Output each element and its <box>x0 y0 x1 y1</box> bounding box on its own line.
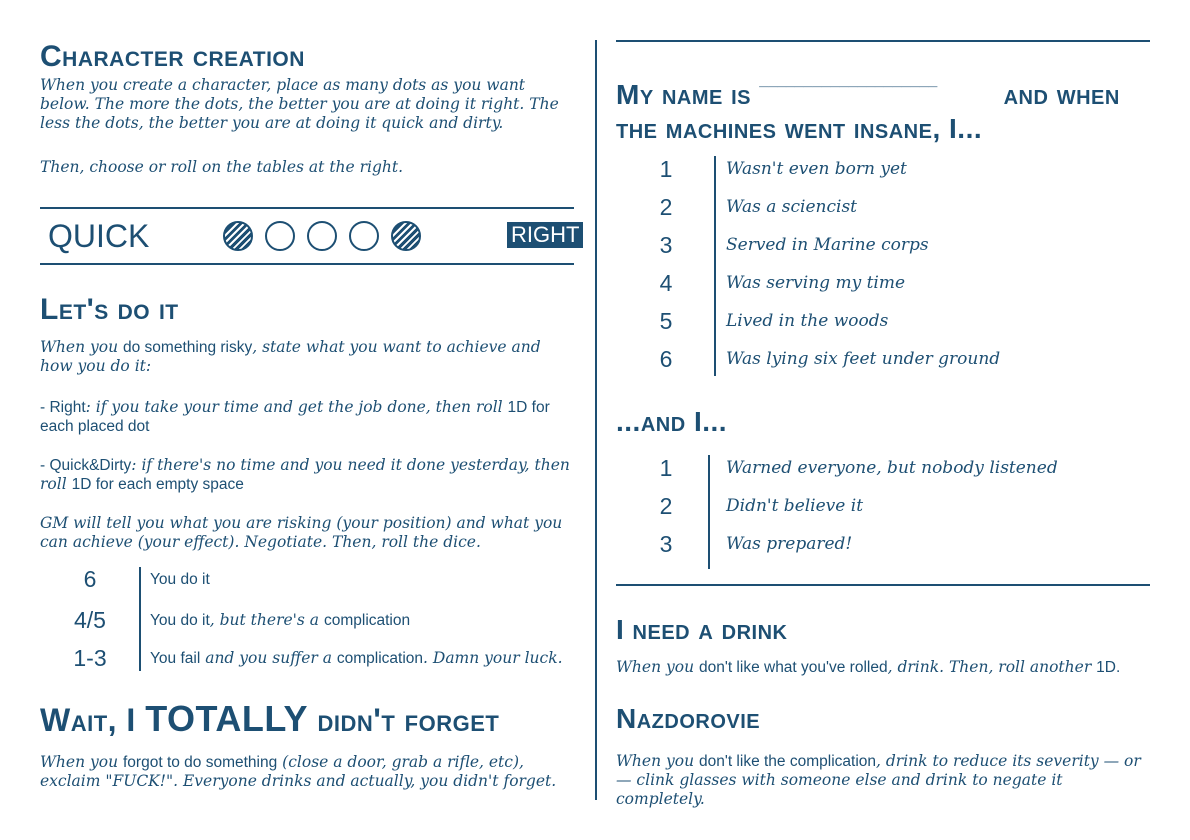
origin-text-1: Wasn't even born yet <box>726 159 907 179</box>
right-middle-rule <box>616 584 1150 586</box>
nazdorovie-text: When you don't like the complication, drink to reduce its severity — or — clink glasses with someone else and drink to negate it completely. <box>616 752 1141 808</box>
drink-title: I need a drink <box>616 614 788 645</box>
wait-totally-text: When you forgot to do something (close a door, grab a rifle, etc), exclaim "FUCK!". Everyone drinks and actually, you didn't forget. <box>40 753 557 790</box>
result-roll-4-5: 4/5 <box>74 607 106 633</box>
reaction-text-1: Warned everyone, but nobody listened <box>726 458 1058 478</box>
my-name-title: My name is ____________________ and when the machines went insane, I... <box>616 64 1150 146</box>
result-text-4-5: You do it, but there's a complication <box>150 611 411 629</box>
right-approach-text: - Right: if you take your time and get the job done, then roll 1D for each placed dot <box>40 398 550 435</box>
nazdorovie-title: Nazdorovie <box>616 703 761 734</box>
origin-num-1: 1 <box>659 156 673 182</box>
origin-num-6: 6 <box>659 346 673 372</box>
result-roll-6: 6 <box>83 566 97 592</box>
lets-do-it-intro: When you do something risky, state what you want to achieve and how you do it: <box>40 338 541 375</box>
skill-dot-1[interactable] <box>223 221 253 251</box>
origin-num-4: 4 <box>659 270 673 296</box>
skill-dot-5[interactable] <box>391 221 421 251</box>
origin-text-6: Was lying six feet under ground <box>726 349 1001 369</box>
lets-do-it-title: Let's do it <box>40 293 179 326</box>
results-bracket <box>139 567 141 671</box>
origin-num-2: 2 <box>659 194 673 220</box>
reaction-bracket <box>708 455 710 569</box>
result-text-1-3: You fail and you suffer a complication. Damn your luck. <box>150 649 563 667</box>
name-blank[interactable]: ____________________ <box>759 72 938 89</box>
drink-text: When you don't like what you've rolled, drink. Then, roll another 1D. <box>616 658 1121 676</box>
origin-num-3: 3 <box>659 232 673 258</box>
origin-bracket <box>714 156 716 376</box>
and-i-title: ...and I... <box>616 406 728 437</box>
reaction-num-2: 2 <box>659 493 673 519</box>
reaction-text-3: Was prepared! <box>726 534 853 554</box>
character-creation-hint: Then, choose or roll on the tables at the right. <box>40 158 404 176</box>
wait-totally-title: Wait, I TOTALLY didn't forget <box>40 698 500 739</box>
origin-text-4: Was serving my time <box>726 273 906 293</box>
character-creation-text: When you create a character, place as many dots as you want below. The more the dots, the better you are at doing it right. The less the dots, the better you are at doing it quick and dirty. <box>40 76 559 132</box>
skill-dot-4[interactable] <box>349 221 379 251</box>
origin-text-2: Was a sciencist <box>726 197 858 217</box>
tracker-top-rule <box>40 207 574 209</box>
skill-dot-3[interactable] <box>307 221 337 251</box>
right-label: RIGHT <box>507 222 583 248</box>
origin-num-5: 5 <box>659 308 673 334</box>
reaction-num-1: 1 <box>659 455 673 481</box>
tracker-bottom-rule <box>40 263 574 265</box>
column-divider <box>595 40 597 800</box>
gm-negotiation-text: GM will tell you what you are risking (your position) and what you can achieve (your effect). Negotiate. Then, roll the dice. <box>40 514 563 551</box>
right-top-rule <box>616 40 1150 42</box>
origin-text-3: Served in Marine corps <box>726 235 929 255</box>
skill-dot-2[interactable] <box>265 221 295 251</box>
reaction-num-3: 3 <box>659 531 673 557</box>
quick-label: QUICK <box>48 218 150 254</box>
character-creation-title: Character creation <box>40 40 305 73</box>
quick-approach-text: - Quick&Dirty: if there's no time and you need it done yesterday, then roll 1D for each empty space <box>40 456 570 493</box>
origin-text-5: Lived in the woods <box>726 311 889 331</box>
result-text-6: You do it <box>150 571 210 588</box>
reaction-text-2: Didn't believe it <box>726 496 864 516</box>
result-roll-1-3: 1-3 <box>73 645 107 671</box>
